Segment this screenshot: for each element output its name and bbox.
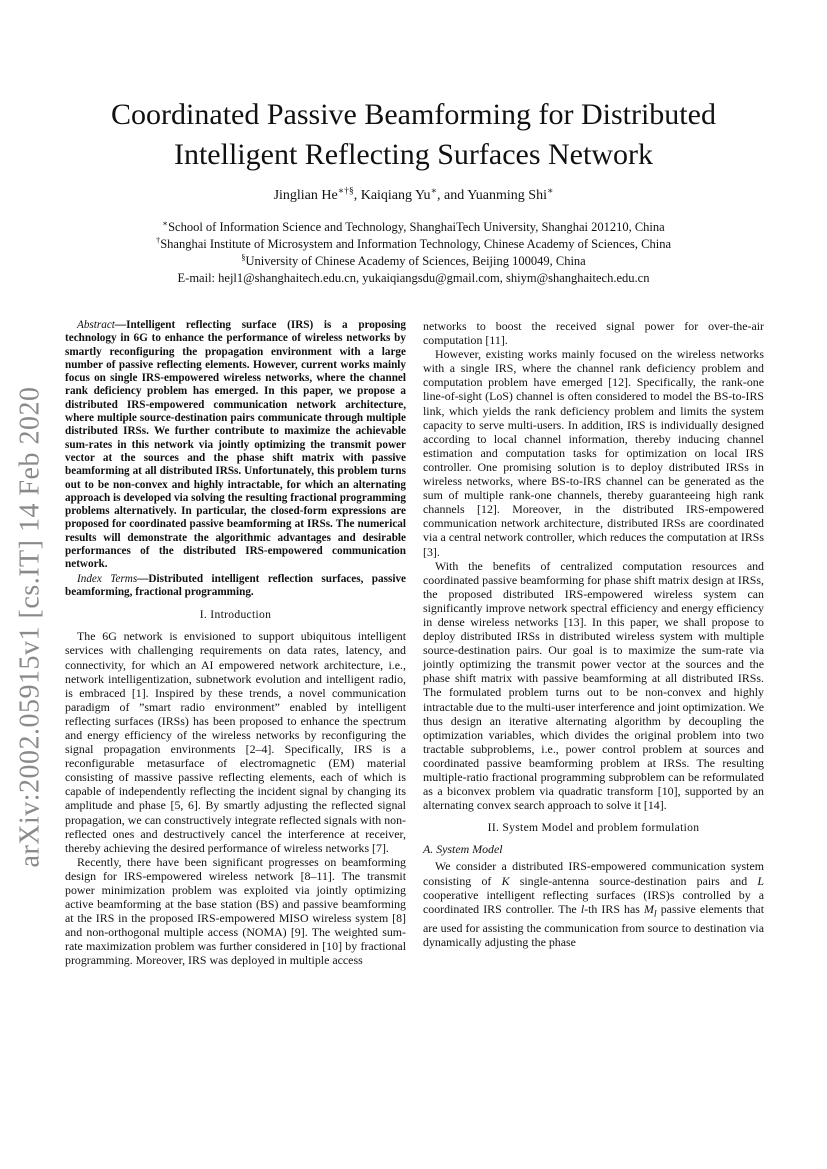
author-3-marks: ∗ (546, 186, 554, 197)
right-column (423, 319, 764, 949)
sm-text-b: single-antenna source-destination pairs and (509, 873, 758, 888)
sm-var-L: L (757, 873, 764, 888)
sm-var-l: l (580, 901, 585, 916)
author-2-name: Kaiqiang Yu (360, 188, 431, 203)
left-column (65, 319, 406, 968)
sm-text-a: We consider a distributed IRS-empowered communication system consisting of (423, 859, 764, 888)
sm-var-M: M (643, 901, 654, 916)
author-1-name: Jinglian He (273, 188, 338, 203)
affiliation-3-text: University of Chinese Academy of Sciences, Beijing 100049, China (245, 254, 586, 268)
sm-text-d: -th IRS has (584, 901, 644, 916)
subsection-a-heading: A. System Model (423, 842, 503, 857)
abstract-label: Abstract (77, 319, 115, 331)
affiliation-2-mark: † (155, 234, 161, 245)
author-3-name: Yuanming Shi (467, 188, 547, 203)
affiliation-1-mark: ∗ (162, 217, 169, 228)
author-1-marks: ∗†§ (337, 186, 354, 197)
section-2-heading: II. System Model and problem formulation (487, 821, 700, 835)
sm-text-e: passive elements that are used for assisting the communication from source to destination via dynamically adjusting the phase (423, 901, 765, 950)
arxiv-identifier: arXiv:2002.05915v1 [cs.IT] 14 Feb 2020 (14, 386, 45, 868)
paper-title (60, 95, 767, 175)
affiliation-2 (60, 236, 767, 253)
affiliation-2-text: Shanghai Institute of Microsystem and Information Technology, Chinese Academy of Sciences, China (160, 237, 672, 251)
author-separator-2: , and (437, 188, 468, 203)
index-terms (65, 573, 406, 600)
title-line-2: Intelligent Reflecting Surfaces Network (173, 138, 653, 171)
intro-paragraph-4: With the benefits of centralized computation resources and coordinated passive beamforming for phase shift matrix design at IRSs, the proposed distributed IRS-empowered wireless system can significantly improve network spectral efficiency and energy efficiency in dense wireless networks [13]. In this paper, we shall propose to deploy distributed IRSs in distributed wireless system with multiple source-destination pairs. Our goal is to maximize the sum-rate via jointly optimizing the transmit power vector at the sources and the phase shift matrix with passive beamforming at all distributed IRSs. The formulated problem turns out to be non-convex and highly intractable due to the multi-user interference and joint optimization. We thus design an iterative alternating algorithm by decoupling the optimization variables, which divides the original problem into two tractable subproblems, i.e., power control problem at sources and coordinated passive beamforming problem at IRSs. The resulting multiple-ratio fractional programming subproblem can be reformulated as a biconvex problem via quadratic transform [10], supported by an alternating convex search approach to solve it [14]. (423, 558, 764, 813)
abstract-text: —Intelligent reflecting surface (IRS) is a proposing technology in 6G to enhance the performance of wireless networks by smartly reconfiguring the propagation environment with a large number of passive reflecting elements. However, current works mainly focus on single IRS-empowered wireless networks, where the channel rank deficiency problem has emerged. In this paper, we propose a distributed IRS-empowered communication network architecture, where multiple source-destination pairs communicate through multiple distributed IRSs. We further contribute to maximize the achievable sum-rates in this network via jointly optimizing the transmit power vector at the sources and the phase shift matrix with passive beamforming at all distributed IRSs. Unfortunately, this problem turns out to be non-convex and highly intractable, for which an alternating approach is developed via solving the resulting fractional programming problems alternatively. In particular, the closed-form expressions are proposed for coordinated passive beamforming at IRSs. The numerical results will demonstrate the algorithmic advantages and desirable performances of the distributed IRS-empowered communication network. (65, 319, 406, 571)
intro-paragraph-2-continued: networks to boost the received signal power for over-the-air computation [11]. (423, 319, 764, 348)
section-1-heading: I. Introduction (199, 608, 272, 622)
intro-paragraph-1: The 6G network is envisioned to support ubiquitous intelligent services with challenging requirements on data rates, latency, and connectivity, for which an AI empowered network architecture, i.e., network intelligentization, subnetwork evolution and intelligent radio, is embraced [1]. Inspired by these trends, a novel communication paradigm of ”smart radio environment” enabled by intelligent reflecting surfaces (IRSs) has been proposed to enhance the spectrum and energy efficiency of the wireless networks by reconfiguring the signal propagation environments [2–4]. Specifically, IRS is a reconfigurable metasurface of electromagnetic (EM) material consisting of massive passive reflecting elements, each of which is capable of independently reflecting the incident signal by changing its amplitude and phase [5, 6]. By smartly adjusting the reflected signal propagation, we can constructively integrate reflected signals with non-reflected ones and destructively cancel the interference at receiver, thereby achieving the desired performance of wireless networks [7]. (65, 629, 406, 855)
sm-var-K: K (501, 873, 510, 888)
abstract (65, 319, 406, 572)
sm-var-M-subscript-l: l (653, 908, 657, 920)
system-model-paragraph-1 (423, 859, 764, 949)
index-terms-text: —Distributed intelligent reflection surfaces, passive beamforming, fractional programming. (65, 572, 406, 598)
affiliation-3 (60, 253, 767, 270)
email-line: E-mail: hejl1@shanghaitech.edu.cn, yukaiqiangsdu@gmail.com, shiym@shanghaitech.edu.cn (177, 271, 650, 285)
author-list (60, 187, 767, 205)
intro-paragraph-3: However, existing works mainly focused on the wireless networks with a single IRS, where the channel rank deficiency problem and computation problem have emerged [12]. Specifically, the rank-one line-of-sight (LoS) channel is often considered to model the BS-to-IRS link, which yields the rank deficiency problem and limits the system capacity to serve multi-users. In addition, IRS is individually designed according to local channel information, thereby inducing channel estimation and computation tasks for optimization on local IRS controller. One promising solution is to deploy distributed IRSs in wireless networks, where BS-to-IRS channel can be generated as the sum of multiple rank-one channels, thereby guaranteeing high rank channels [12]. Moreover, in the distributed IRS-empowered communication network architecture, distributed IRSs are coordinated via a central network controller, which reduces the computation at IRSs [3]. (423, 347, 764, 559)
sm-text-c: cooperative intelligent reflecting surfaces (IRS)s controlled by a coordinated IRS controller. The (423, 887, 764, 916)
intro-paragraph-2: Recently, there have been significant progresses on beamforming design for IRS-empowered wireless network [8–11]. The transmit power minimization problem was exploited via jointly optimizing active beamforming at the base station (BS) and passive beamforming at the IRS in the proposed IRS-empowered MISO wireless system [8] and non-orthogonal multiple access (NOMA) [9]. The weighted sum-rate maximization problem was further considered in [10] by fractional programming. Moreover, IRS was deployed in multiple access (65, 854, 406, 968)
arxiv-identifier-sidebar (10, 372, 50, 882)
author-2-marks: ∗ (430, 186, 438, 197)
author-separator-1: , (353, 188, 361, 203)
title-line-1: Coordinated Passive Beamforming for Distributed (111, 98, 716, 131)
affiliation-3-mark: § (241, 251, 246, 262)
index-terms-label: Index Terms (77, 572, 138, 585)
affiliations (60, 219, 767, 287)
affiliation-1-text: School of Information Science and Technology, ShanghaiTech University, Shanghai 201210, China (168, 220, 665, 234)
affiliation-1 (60, 219, 767, 236)
